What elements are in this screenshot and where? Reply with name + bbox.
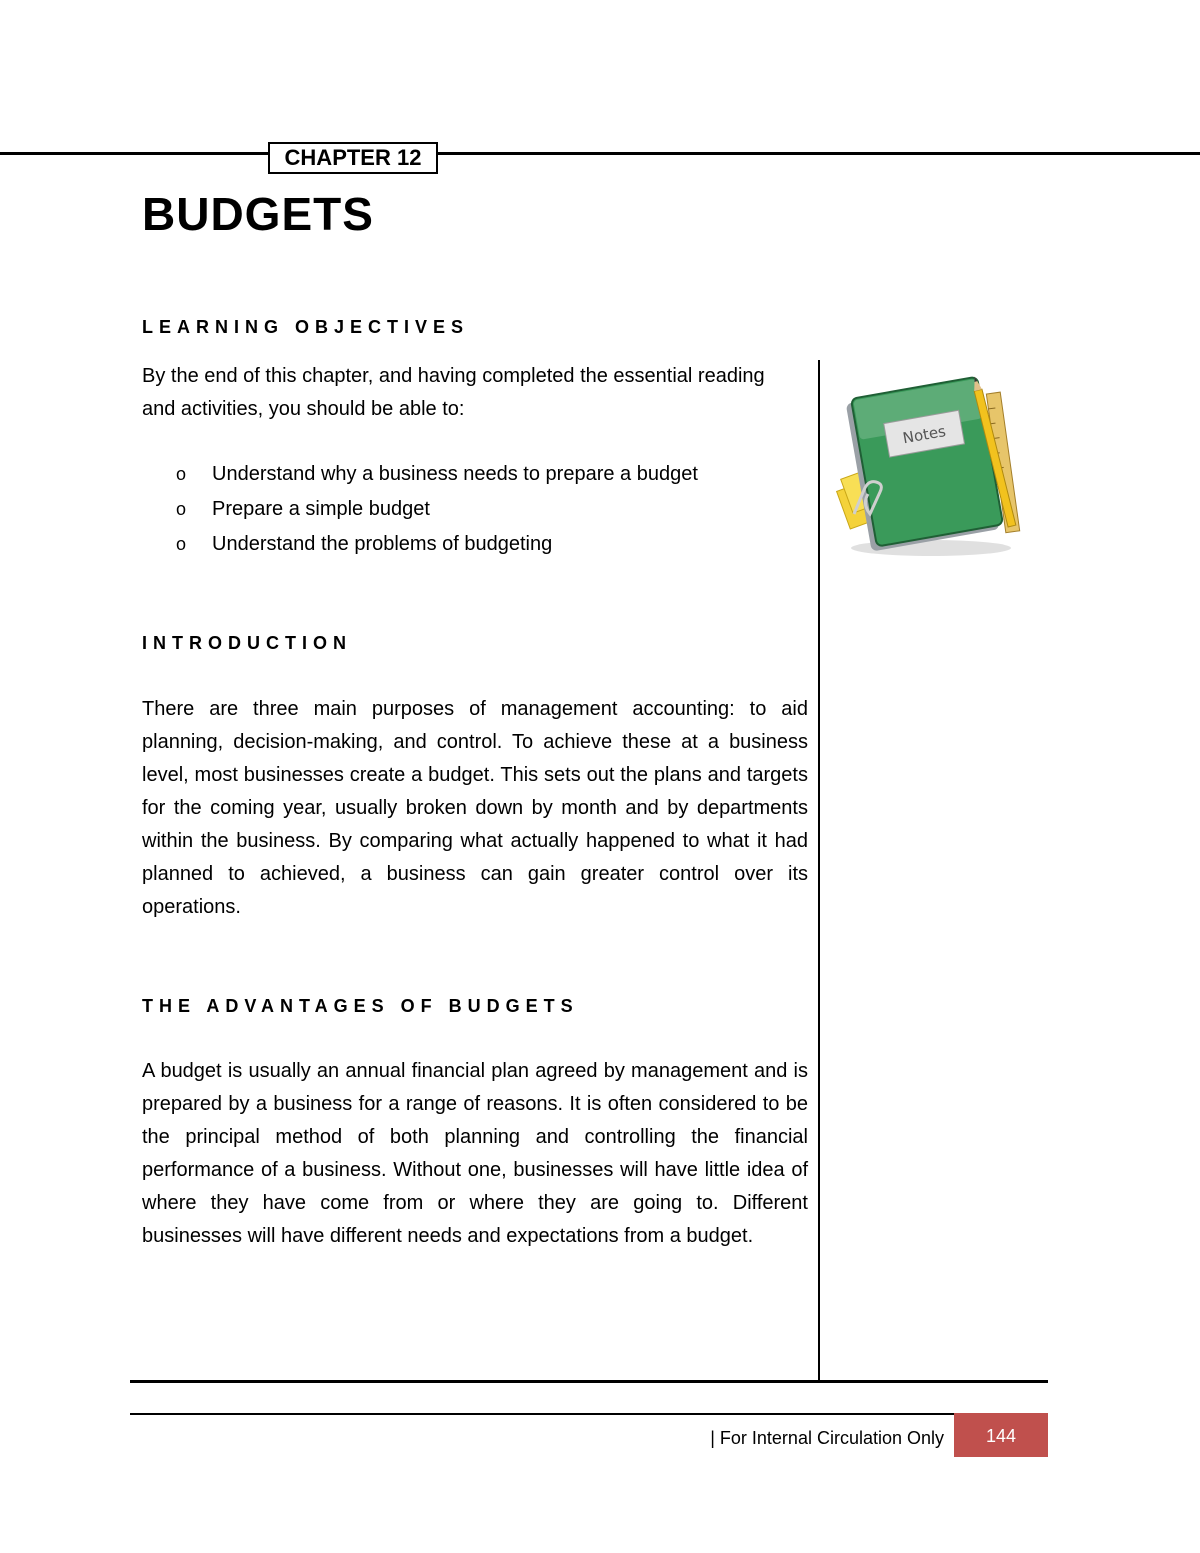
advantages-paragraph: A budget is usually an annual financial plan agreed by management and is prepared by a business for a range of reasons. It is often considered to be the principal method of both planning and controlling the financial performance of a business. Without one, businesses will have little idea of where they have come from or where they are going to. Different businesses will have different needs and expectations from a budget. — [142, 1060, 808, 1247]
list-item: o Understand the problems of budgeting — [142, 527, 782, 562]
sidebar-divider — [818, 360, 820, 1382]
advantages-heading: THE ADVANTAGES OF BUDGETS — [142, 996, 579, 1016]
objectives-intro: By the end of this chapter, and having completed the essential reading and activities, you should be able to: — [142, 365, 765, 420]
footer-rule — [130, 1413, 954, 1415]
chapter-title: BUDGETS — [142, 188, 374, 240]
chapter-label: CHAPTER 12 — [268, 142, 438, 174]
learning-objectives-heading: LEARNING OBJECTIVES — [142, 317, 470, 337]
objectives-list — [142, 457, 782, 562]
bullet-icon: o — [176, 534, 187, 554]
top-rule — [0, 152, 1200, 155]
bullet-icon: o — [176, 464, 187, 484]
bottom-rule — [130, 1380, 1048, 1383]
notes-notebook-icon — [836, 372, 1026, 562]
footer-text: | For Internal Circulation Only — [710, 1428, 944, 1448]
introduction-paragraph: There are three main purposes of management accounting: to aid planning, decision-making, and control. To achieve these at a business level, most businesses create a budget. This sets out the plans and targets for the coming year, usually broken down by month and by departments within the business. By comparing what actually happened to what it had planned to achieved, a business can gain greater control over its operations. — [142, 698, 808, 918]
bullet-icon: o — [176, 499, 187, 519]
page-number: 144 — [954, 1413, 1048, 1457]
list-item: o Prepare a simple budget — [142, 492, 782, 527]
list-item: o Understand why a business needs to prepare a budget — [142, 457, 782, 492]
notes-label: Notes — [901, 422, 948, 448]
introduction-heading: INTRODUCTION — [142, 633, 352, 653]
